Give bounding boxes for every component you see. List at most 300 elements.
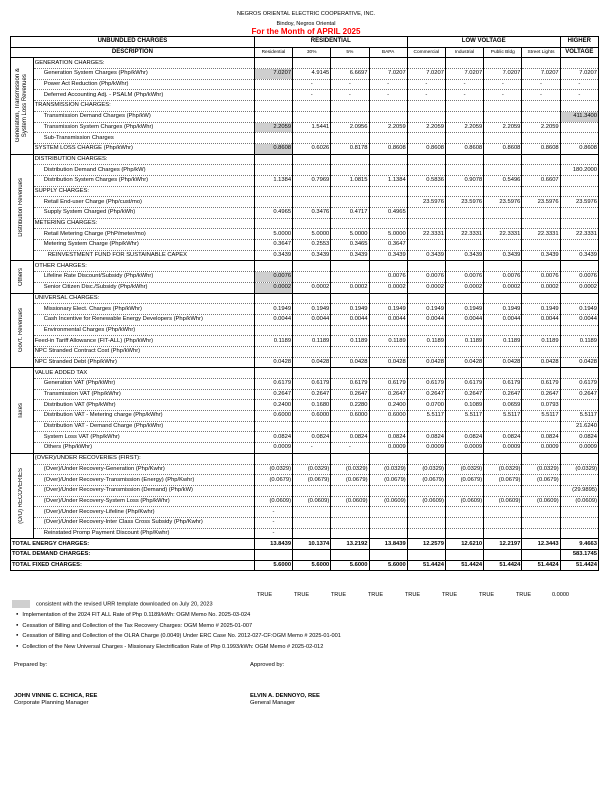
rate-cell bbox=[522, 453, 560, 464]
rate-cell: 0.2647 bbox=[560, 389, 598, 400]
rate-cell bbox=[522, 507, 560, 518]
row-label: Distribution VAT - Metering charge (Php/kWhr) bbox=[33, 411, 254, 422]
rate-cell bbox=[293, 325, 331, 336]
rate-cell bbox=[293, 528, 331, 539]
rate-cell: 0.2400 bbox=[369, 400, 407, 411]
rate-cell bbox=[484, 368, 522, 379]
row-label: SUPPLY CHARGES: bbox=[33, 186, 254, 197]
rate-cell bbox=[484, 485, 522, 496]
rate-cell: 0.1949 bbox=[369, 304, 407, 315]
table-row bbox=[11, 475, 599, 486]
table-row bbox=[11, 400, 599, 411]
rate-cell bbox=[369, 218, 407, 229]
rate-cell: 0.7969 bbox=[293, 175, 331, 186]
table-row bbox=[11, 496, 599, 507]
legend bbox=[12, 600, 213, 608]
rate-cell: 0.1949 bbox=[560, 304, 598, 315]
rate-cell: (0.0609) bbox=[560, 496, 598, 507]
rate-cell: 0.3647 bbox=[369, 240, 407, 251]
rate-cell: 180.2000 bbox=[560, 165, 598, 176]
rate-cell: 1.0815 bbox=[331, 175, 369, 186]
rate-cell: 0.8608 bbox=[254, 143, 292, 154]
rate-cell bbox=[484, 101, 522, 112]
rate-cell bbox=[293, 346, 331, 357]
rate-cell: 7.0207 bbox=[407, 69, 445, 80]
col-industrial: Industrial bbox=[445, 47, 483, 58]
rate-cell bbox=[484, 58, 522, 69]
total-cell: 12.2579 bbox=[407, 539, 445, 550]
total-cell bbox=[484, 550, 522, 561]
rate-cell: (0.0679) bbox=[484, 475, 522, 486]
table-row bbox=[11, 325, 599, 336]
rate-cell: 0.0002 bbox=[293, 282, 331, 293]
total-cell: 13.2192 bbox=[331, 539, 369, 550]
rate-cell bbox=[407, 133, 445, 144]
rate-cell bbox=[522, 325, 560, 336]
rate-cell bbox=[522, 133, 560, 144]
col-public-bldg: Public Bldg bbox=[484, 47, 522, 58]
rate-cell bbox=[369, 154, 407, 165]
total-cell: 51.4424 bbox=[560, 560, 598, 571]
rate-cell: 0.6000 bbox=[331, 411, 369, 422]
rate-cell bbox=[254, 368, 292, 379]
rate-cell: 0.0044 bbox=[407, 314, 445, 325]
rate-cell: 7.0207 bbox=[369, 69, 407, 80]
rate-cell: 6.6697 bbox=[331, 69, 369, 80]
rate-cell bbox=[407, 346, 445, 357]
rate-cell bbox=[445, 261, 483, 272]
unbundled-charges-table bbox=[10, 36, 599, 571]
check-cell: TRUE bbox=[478, 592, 495, 598]
table-row bbox=[11, 90, 599, 101]
rate-cell: 22.3331 bbox=[560, 229, 598, 240]
rate-cell: (0.0679) bbox=[407, 475, 445, 486]
rate-cell: 0.2647 bbox=[293, 389, 331, 400]
rate-cell bbox=[560, 368, 598, 379]
table-row bbox=[11, 175, 599, 186]
rate-cell bbox=[484, 154, 522, 165]
rate-cell bbox=[407, 485, 445, 496]
rate-cell bbox=[484, 111, 522, 122]
table-row bbox=[11, 58, 599, 69]
table-row bbox=[11, 79, 599, 90]
rate-cell: 0.0009 bbox=[522, 443, 560, 454]
col-bapa: BAPA bbox=[369, 47, 407, 58]
rate-cell bbox=[522, 218, 560, 229]
rate-cell bbox=[484, 293, 522, 304]
rate-cell: 0.3465 bbox=[331, 240, 369, 251]
section-label-text: (O/U) RECOVERIES bbox=[18, 468, 25, 524]
rate-cell: 0.6000 bbox=[369, 411, 407, 422]
rate-cell bbox=[293, 101, 331, 112]
row-label: (Over)/Under Recovery-Transmission (Energy) (Php/Kwhr) bbox=[33, 475, 254, 486]
rate-cell bbox=[484, 261, 522, 272]
rate-cell: 0.3439 bbox=[293, 250, 331, 261]
section-label bbox=[11, 261, 34, 293]
table-row bbox=[11, 443, 599, 454]
rate-cell bbox=[522, 261, 560, 272]
rate-cell bbox=[407, 240, 445, 251]
rate-cell bbox=[522, 517, 560, 528]
row-label: Senior Citizen Disc./Subsidy (Php/kWhr) bbox=[33, 282, 254, 293]
rate-cell bbox=[331, 165, 369, 176]
rate-cell bbox=[484, 325, 522, 336]
rate-cell: 0.0428 bbox=[331, 357, 369, 368]
rate-cell: 0.0824 bbox=[254, 432, 292, 443]
rate-cell: 0.1189 bbox=[560, 336, 598, 347]
rate-cell: - bbox=[369, 90, 407, 101]
table-row bbox=[11, 528, 599, 539]
rate-cell: 0.4965 bbox=[254, 208, 292, 219]
approver-name: ELVIN A. DENNOYO, REE bbox=[250, 693, 320, 699]
table-row bbox=[11, 453, 599, 464]
rate-cell: (0.0609) bbox=[484, 496, 522, 507]
rate-cell: 21.6240 bbox=[560, 421, 598, 432]
rate-cell bbox=[484, 528, 522, 539]
rate-cell: (0.0609) bbox=[445, 496, 483, 507]
rate-cell: 5.0000 bbox=[369, 229, 407, 240]
table-row bbox=[11, 229, 599, 240]
rate-cell bbox=[522, 240, 560, 251]
rate-cell: 0.0076 bbox=[445, 272, 483, 283]
rate-cell bbox=[445, 218, 483, 229]
table-row bbox=[11, 165, 599, 176]
billing-period: For the Month of APRIL 2025 bbox=[251, 27, 361, 36]
rate-cell: 0.5496 bbox=[484, 175, 522, 186]
rate-cell: (0.0329) bbox=[369, 464, 407, 475]
rate-cell bbox=[369, 101, 407, 112]
rate-cell bbox=[369, 197, 407, 208]
rate-cell bbox=[293, 453, 331, 464]
rate-cell bbox=[293, 517, 331, 528]
col-30pct: 30% bbox=[293, 47, 331, 58]
rate-cell: 0.0044 bbox=[522, 314, 560, 325]
rate-cell bbox=[560, 325, 598, 336]
rate-cell: 0.0824 bbox=[560, 432, 598, 443]
rate-cell: 22.3331 bbox=[407, 229, 445, 240]
rate-cell: 0.0824 bbox=[522, 432, 560, 443]
rate-cell: 7.0207 bbox=[522, 69, 560, 80]
total-cell: 5.6000 bbox=[293, 560, 331, 571]
rate-cell: (0.0329) bbox=[407, 464, 445, 475]
preparer-title: Corporate Planning Manager bbox=[14, 700, 89, 706]
rate-cell: 0.0044 bbox=[484, 314, 522, 325]
rate-cell bbox=[407, 186, 445, 197]
company-address: Bindoy, Negros Oriental bbox=[276, 21, 336, 27]
table-row bbox=[11, 250, 599, 261]
rate-cell: 0.0428 bbox=[407, 357, 445, 368]
prepared-label: Prepared by: bbox=[14, 662, 48, 668]
row-label: Missionary Elect. Charges (Php/kWhr) bbox=[33, 304, 254, 315]
rate-cell: 0.0044 bbox=[254, 314, 292, 325]
rate-cell: 0.0002 bbox=[254, 282, 292, 293]
rate-cell: 7.0207 bbox=[560, 69, 598, 80]
rate-cell: - bbox=[254, 528, 292, 539]
rate-cell bbox=[254, 218, 292, 229]
row-label: Power Act Reduction (Php/kWhr) bbox=[33, 79, 254, 90]
rate-cell: 2.2059 bbox=[369, 122, 407, 133]
rate-cell bbox=[445, 421, 483, 432]
rate-cell: 0.1189 bbox=[254, 336, 292, 347]
rate-cell: 0.3439 bbox=[445, 250, 483, 261]
section-label-text: Gov't. Revenues bbox=[18, 308, 25, 353]
check-cell: TRUE bbox=[367, 592, 384, 598]
rate-cell: 0.2647 bbox=[369, 389, 407, 400]
row-label: Cash Incentive for Renewable Energy Developers (Php/kWhr) bbox=[33, 314, 254, 325]
rate-cell bbox=[331, 485, 369, 496]
total-label: TOTAL ENERGY CHARGES: bbox=[11, 539, 255, 550]
rate-cell bbox=[560, 346, 598, 357]
col-street-lights: Street Lights bbox=[522, 47, 560, 58]
rate-cell bbox=[293, 293, 331, 304]
rate-cell: 0.4965 bbox=[369, 208, 407, 219]
section-label bbox=[11, 154, 34, 261]
rate-cell bbox=[331, 325, 369, 336]
rate-cell: 23.5976 bbox=[560, 197, 598, 208]
rate-cell bbox=[331, 58, 369, 69]
rate-cell: (0.0329) bbox=[254, 464, 292, 475]
check-cell: TRUE bbox=[256, 592, 273, 598]
rate-cell: (0.0679) bbox=[293, 475, 331, 486]
rate-cell: (0.0679) bbox=[522, 475, 560, 486]
rate-cell: (0.0329) bbox=[484, 464, 522, 475]
row-label: OTHER CHARGES: bbox=[33, 261, 254, 272]
rate-cell: 1.5441 bbox=[293, 122, 331, 133]
row-label: Retail End-user Charge (Php/cust/mo) bbox=[33, 197, 254, 208]
rate-cell: 0.0428 bbox=[484, 357, 522, 368]
rate-cell: 0.1189 bbox=[522, 336, 560, 347]
total-cell: 51.4424 bbox=[522, 560, 560, 571]
rate-cell bbox=[407, 208, 445, 219]
row-label: System Loss VAT (Php/kWhr) bbox=[33, 432, 254, 443]
rate-cell bbox=[293, 186, 331, 197]
header-voltage: VOLTAGE bbox=[560, 47, 598, 58]
rate-cell bbox=[254, 421, 292, 432]
section-label bbox=[11, 453, 34, 539]
rate-cell bbox=[484, 133, 522, 144]
rate-cell bbox=[254, 154, 292, 165]
table-row bbox=[11, 389, 599, 400]
row-label: (Over)/Under Recovery-System Loss (Php/kWhr) bbox=[33, 496, 254, 507]
rate-cell: 0.6179 bbox=[369, 379, 407, 390]
rate-cell bbox=[331, 154, 369, 165]
rate-cell bbox=[407, 517, 445, 528]
rate-cell: - bbox=[293, 90, 331, 101]
rate-cell: 0.0002 bbox=[484, 282, 522, 293]
rate-cell: - bbox=[293, 79, 331, 90]
rate-cell: 5.0000 bbox=[254, 229, 292, 240]
table-row bbox=[11, 379, 599, 390]
table-row bbox=[11, 186, 599, 197]
rate-cell: 0.6000 bbox=[293, 411, 331, 422]
rate-cell bbox=[331, 218, 369, 229]
rate-cell: 0.8608 bbox=[407, 143, 445, 154]
rate-cell: 5.5117 bbox=[445, 411, 483, 422]
rate-cell: 0.3439 bbox=[522, 250, 560, 261]
col-commercial: Commercial bbox=[407, 47, 445, 58]
rate-cell: - bbox=[331, 79, 369, 90]
rate-cell bbox=[560, 507, 598, 518]
table-row bbox=[11, 218, 599, 229]
rate-cell: 0.0428 bbox=[369, 357, 407, 368]
rate-cell bbox=[407, 293, 445, 304]
rate-cell bbox=[484, 507, 522, 518]
rate-cell bbox=[560, 528, 598, 539]
rate-cell bbox=[331, 368, 369, 379]
rate-cell bbox=[369, 133, 407, 144]
row-label: VALUE ADDED TAX bbox=[33, 368, 254, 379]
rate-cell bbox=[369, 111, 407, 122]
rate-cell bbox=[484, 240, 522, 251]
table-row bbox=[11, 261, 599, 272]
rate-cell: 23.5976 bbox=[445, 197, 483, 208]
rate-cell: 0.3439 bbox=[560, 250, 598, 261]
total-label: TOTAL FIXED CHARGES: bbox=[11, 560, 255, 571]
rate-cell: (0.0609) bbox=[407, 496, 445, 507]
row-label: REINVESTMENT FUND FOR SUSTAINABLE CAPEX bbox=[33, 250, 254, 261]
rate-cell bbox=[293, 111, 331, 122]
rate-cell bbox=[369, 485, 407, 496]
rate-cell: 0.1949 bbox=[484, 304, 522, 315]
row-label: UNIVERSAL CHARGES: bbox=[33, 293, 254, 304]
rate-cell: 0.6179 bbox=[407, 379, 445, 390]
section-label bbox=[11, 58, 34, 154]
rate-cell bbox=[560, 261, 598, 272]
rate-cell: 2.2059 bbox=[445, 122, 483, 133]
rate-cell bbox=[254, 101, 292, 112]
rate-cell bbox=[369, 421, 407, 432]
rate-cell: - bbox=[484, 90, 522, 101]
rate-cell: (0.0329) bbox=[522, 464, 560, 475]
rate-cell: 0.1949 bbox=[254, 304, 292, 315]
table-row bbox=[11, 240, 599, 251]
rate-cell: 0.6179 bbox=[560, 379, 598, 390]
total-cell: 13.8439 bbox=[254, 539, 292, 550]
rate-cell: 0.0002 bbox=[522, 282, 560, 293]
rate-cell bbox=[331, 133, 369, 144]
row-label: Lifeline Rate Discount/Subsidy (Php/kWhr) bbox=[33, 272, 254, 283]
row-label: Distribution VAT - Demand Charge (Php/kWhr) bbox=[33, 421, 254, 432]
rate-cell bbox=[445, 325, 483, 336]
rate-cell bbox=[369, 528, 407, 539]
rate-cell bbox=[407, 58, 445, 69]
rate-cell: 0.0044 bbox=[445, 314, 483, 325]
table-row bbox=[11, 208, 599, 219]
rate-cell: 0.0824 bbox=[331, 432, 369, 443]
rate-cell: 0.1189 bbox=[445, 336, 483, 347]
rate-cell bbox=[254, 197, 292, 208]
rate-cell bbox=[445, 165, 483, 176]
rate-cell bbox=[560, 218, 598, 229]
total-demand-row bbox=[11, 550, 599, 561]
rate-cell: 0.0009 bbox=[445, 443, 483, 454]
rate-cell: 0.2647 bbox=[254, 389, 292, 400]
rate-cell: 0.0009 bbox=[407, 443, 445, 454]
rate-cell bbox=[560, 122, 598, 133]
rate-cell bbox=[484, 517, 522, 528]
rate-cell bbox=[560, 58, 598, 69]
section-label bbox=[11, 368, 34, 454]
rate-cell: 0.2647 bbox=[331, 389, 369, 400]
note-item: ● Implementation of the 2024 FIT ALL Rate of Php 0.1189/kWh: OGM Memo No. 2025-03-024 bbox=[24, 610, 341, 621]
rate-cell bbox=[331, 453, 369, 464]
rate-cell: 0.3439 bbox=[484, 250, 522, 261]
table-row bbox=[11, 122, 599, 133]
rate-cell bbox=[484, 453, 522, 464]
rate-cell bbox=[407, 368, 445, 379]
rate-cell: 0.4717 bbox=[331, 208, 369, 219]
table-row bbox=[11, 304, 599, 315]
rate-cell: 0.0824 bbox=[445, 432, 483, 443]
header-higher: HIGHER bbox=[560, 37, 598, 48]
row-label: NPC Stranded Debt (Php/kWhr) bbox=[33, 357, 254, 368]
rate-cell: 5.5117 bbox=[522, 411, 560, 422]
row-label: Feed-in Tariff Allowance (FIT-ALL) (Php/kWhr) bbox=[33, 336, 254, 347]
rate-cell: 0.6179 bbox=[254, 379, 292, 390]
rate-cell bbox=[522, 165, 560, 176]
rate-cell: 0.5836 bbox=[407, 175, 445, 186]
rate-cell bbox=[369, 165, 407, 176]
rate-cell: 0.0659 bbox=[484, 400, 522, 411]
check-cell: TRUE bbox=[404, 592, 421, 598]
rate-cell: 0.6179 bbox=[331, 379, 369, 390]
rate-cell bbox=[560, 186, 598, 197]
rate-cell: 0.2647 bbox=[445, 389, 483, 400]
table-row bbox=[11, 432, 599, 443]
table-row bbox=[11, 464, 599, 475]
total-cell bbox=[293, 550, 331, 561]
rate-cell bbox=[522, 368, 560, 379]
rate-cell: 0.1949 bbox=[293, 304, 331, 315]
rate-cell: 0.0044 bbox=[560, 314, 598, 325]
rate-cell bbox=[522, 58, 560, 69]
rate-cell: 23.5976 bbox=[407, 197, 445, 208]
rate-cell: 0.0428 bbox=[522, 357, 560, 368]
rate-cell bbox=[560, 400, 598, 411]
row-label: Deferred Accounting Adj. - PSALM (Php/kWhr) bbox=[33, 90, 254, 101]
rate-cell: 2.2059 bbox=[484, 122, 522, 133]
rate-cell: 0.0044 bbox=[293, 314, 331, 325]
rate-cell: 0.0044 bbox=[369, 314, 407, 325]
rate-cell bbox=[254, 58, 292, 69]
rate-cell bbox=[560, 517, 598, 528]
table-row bbox=[11, 346, 599, 357]
total-cell bbox=[369, 550, 407, 561]
rate-cell: 23.5976 bbox=[484, 197, 522, 208]
row-label: Retail Metering Charge (PhP/meter/mo) bbox=[33, 229, 254, 240]
rate-cell: 0.0002 bbox=[369, 282, 407, 293]
rate-cell: 0.3647 bbox=[254, 240, 292, 251]
rate-cell: 1.1384 bbox=[254, 175, 292, 186]
header-residential: RESIDENTIAL bbox=[254, 37, 407, 48]
rate-cell bbox=[369, 507, 407, 518]
header-unbundled: UNBUNDLED CHARGES bbox=[11, 37, 255, 48]
rate-cell bbox=[484, 208, 522, 219]
rate-cell bbox=[522, 111, 560, 122]
rate-cell: (0.0679) bbox=[331, 475, 369, 486]
rate-cell: 0.3439 bbox=[407, 250, 445, 261]
rate-cell: 0.8608 bbox=[560, 143, 598, 154]
rate-cell: 0.0002 bbox=[331, 282, 369, 293]
row-label: Distribution VAT (Php/kWhr) bbox=[33, 400, 254, 411]
rate-cell: - bbox=[445, 90, 483, 101]
row-label: Transmission VAT (Php/kWhr) bbox=[33, 389, 254, 400]
rate-cell bbox=[407, 261, 445, 272]
total-energy-row bbox=[11, 539, 599, 550]
rate-cell bbox=[254, 346, 292, 357]
rate-cell: 0.0076 bbox=[369, 272, 407, 283]
rate-cell bbox=[407, 421, 445, 432]
